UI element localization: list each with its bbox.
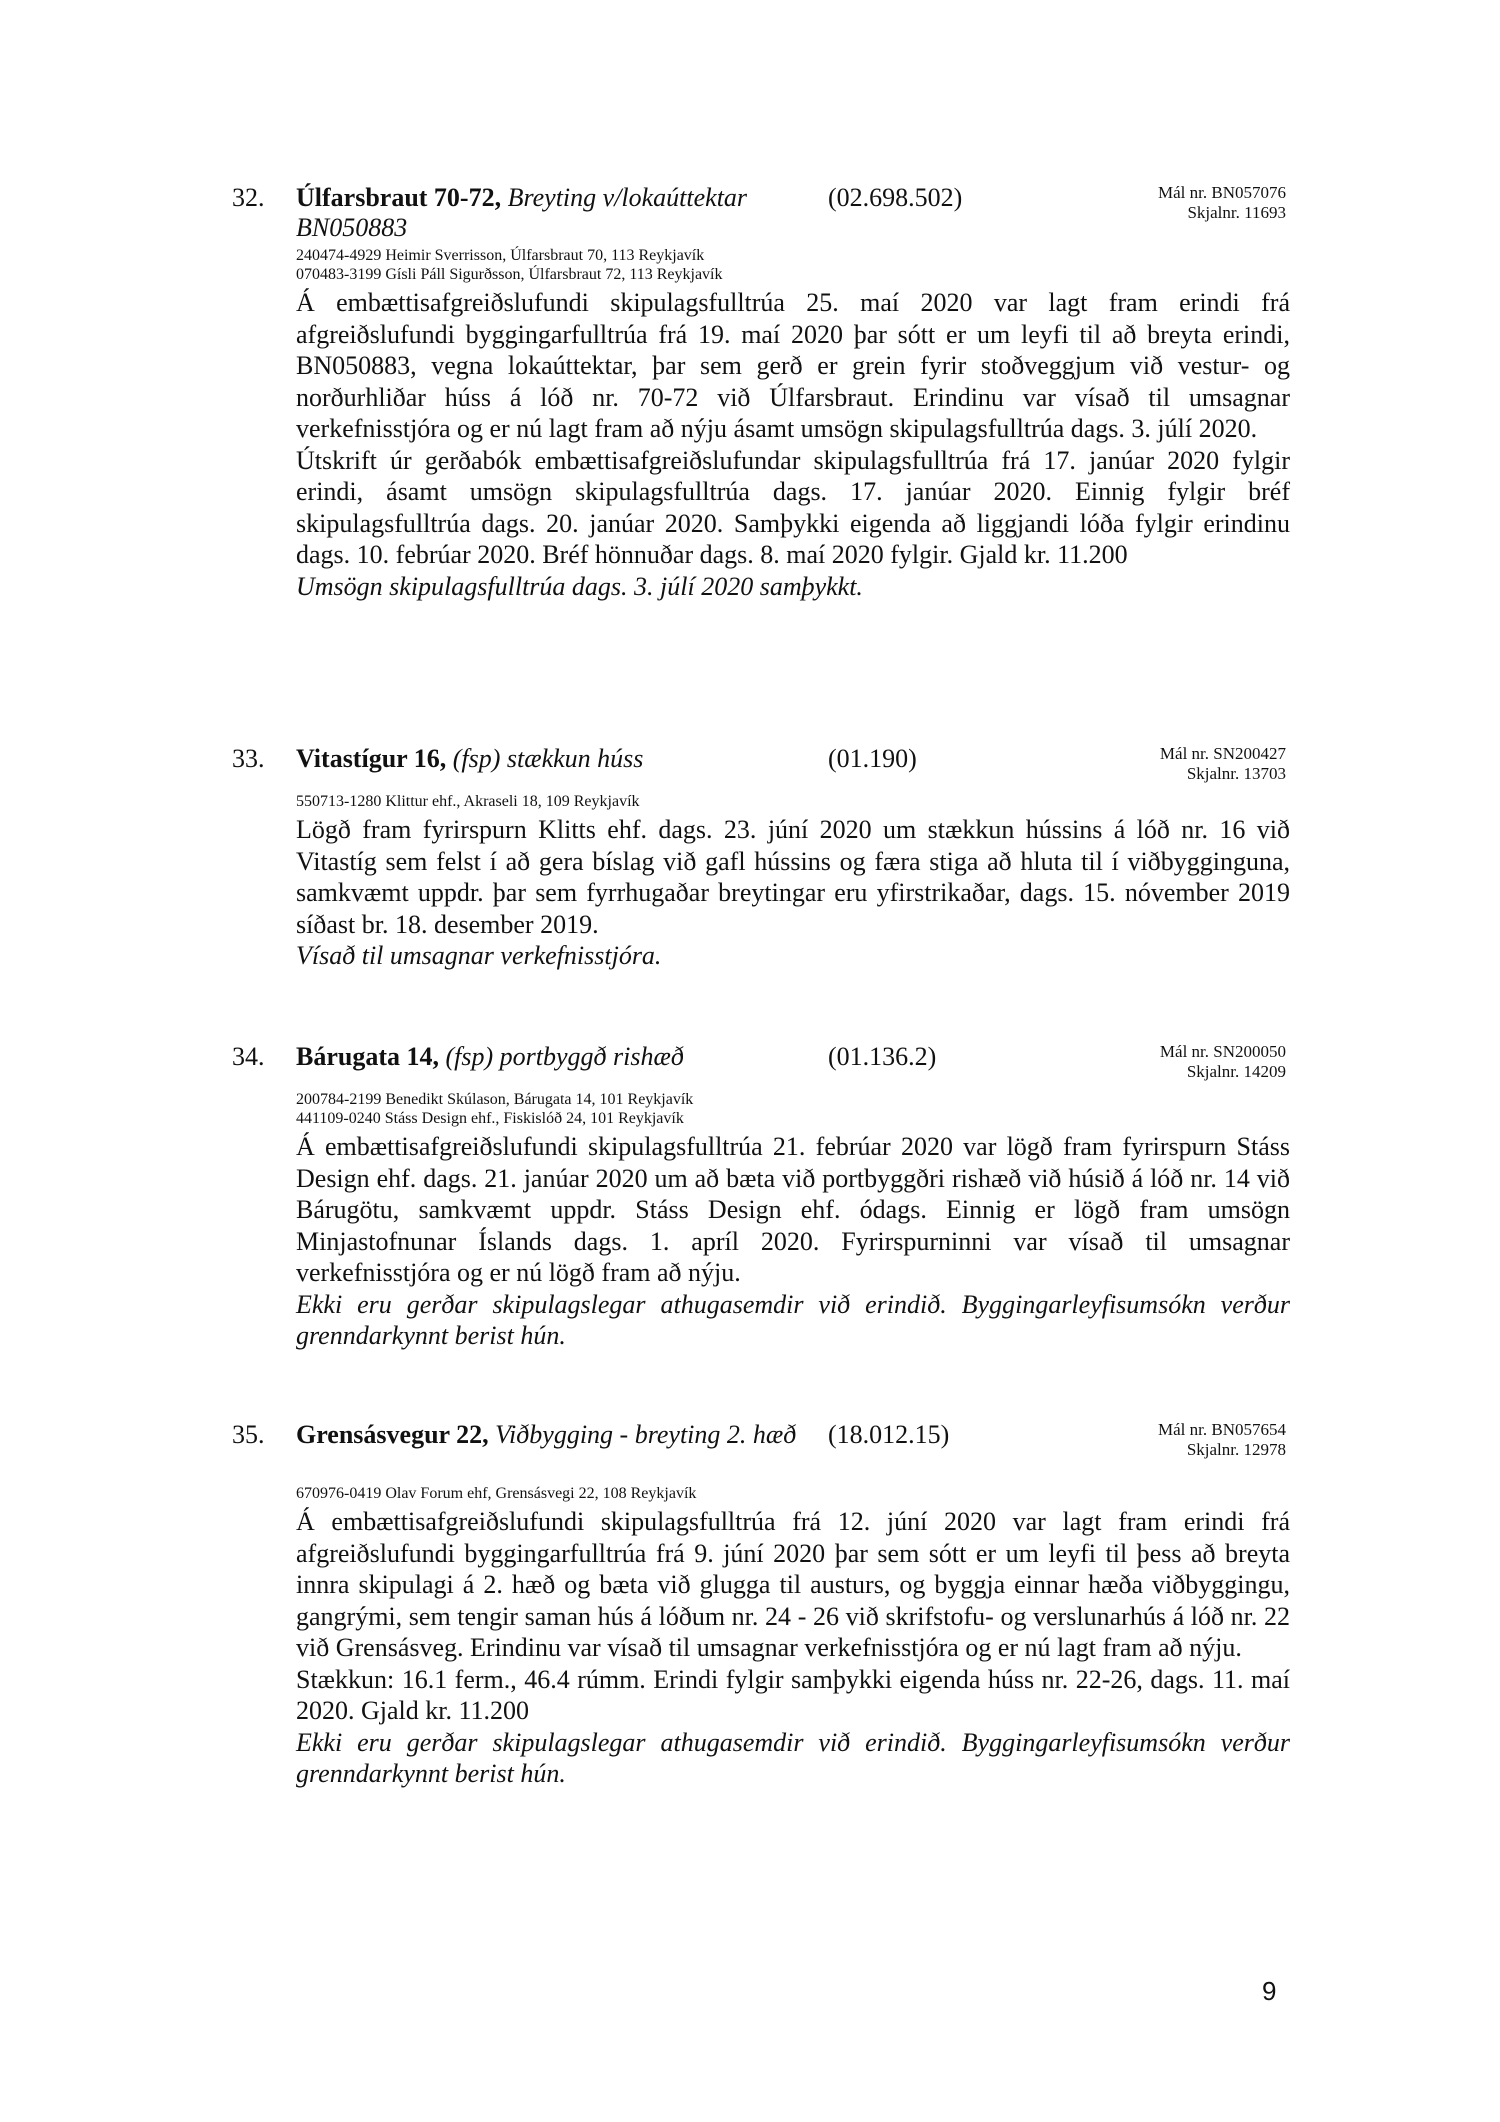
item-number: 32. <box>232 183 265 212</box>
applicant-list <box>296 246 723 284</box>
item-land-code: (01.190) <box>828 744 917 773</box>
item-address: Úlfarsbraut 70-72, <box>296 183 502 212</box>
item-heading <box>296 1420 806 1450</box>
item-heading <box>296 744 806 774</box>
applicant-line: 240474-4929 Heimir Sverrisson, Úlfarsbraut 70, 113 Reykjavík <box>296 247 705 264</box>
item-subject: (fsp) stækkun húss <box>452 744 644 773</box>
item-paragraph: Lögð fram fyrirspurn Klitts ehf. dags. 23. júní 2020 um stækkun hússins á lóð nr. 16 við Vitastíg sem felst í að gera bíslag við gafl hússins og færa stiga að hluta til í viðbygginguna, samkvæmt uppdr. þar sem fyrrhugaðar breytingar eru yfirstrikaðar, dags. 15. nóvember 2019 síðast br. 18. desember 2019. <box>296 815 1290 939</box>
case-reference <box>1158 183 1286 223</box>
item-address: Grensásvegur 22, <box>296 1420 489 1449</box>
case-reference <box>1160 744 1286 784</box>
item-paragraph: Á embættisafgreiðslufundi skipulagsfulltrúa frá 12. júní 2020 var lagt fram erindi frá afgreiðslufundi byggingarfulltrúa frá 9. júní 2020 þar sem sótt er um leyfi til þess að breyta innra skipulagi á 2. hæð og bæta við glugga til austurs, og byggja einnar hæða viðbyggingu, gangrými, sem tengir saman hús á lóðum nr. 24 - 26 við skrifstofu- og verslunarhús á lóð nr. 22 við Grensásveg. Erindinu var vísað til umsagnar verkefnisstjóra og er nú lagt fram að nýju. <box>296 1507 1290 1662</box>
item-paragraph: Stækkun: 16.1 ferm., 46.4 rúmm. Erindi fylgir samþykki eigenda húss nr. 22-26, dags. 11. maí 2020. Gjald kr. 11.200 <box>296 1664 1290 1725</box>
applicant-list <box>296 1090 693 1128</box>
item-address: Vitastígur 16, <box>296 744 447 773</box>
document-number: Skjalnr. 11693 <box>1187 203 1286 222</box>
document-number: Skjalnr. 14209 <box>1186 1062 1286 1081</box>
item-number: 33. <box>232 744 265 773</box>
item-heading <box>296 183 806 243</box>
item-heading <box>296 1042 806 1072</box>
case-number: Mál nr. SN200427 <box>1159 744 1286 763</box>
applicant-line: 670976-0419 Olav Forum ehf, Grensásvegi 22, 108 Reykjavík <box>296 1485 697 1502</box>
item-body <box>296 814 1290 972</box>
case-reference <box>1158 1420 1286 1460</box>
item-conclusion: Ekki eru gerðar skipulagslegar athugasemdir við erindið. Byggingarleyfisumsókn verður grenndarkynnt berist hún. <box>296 1727 1290 1788</box>
applicant-list <box>296 1484 696 1503</box>
item-conclusion: Vísað til umsagnar verkefnisstjóra. <box>296 941 662 970</box>
item-subject: Breyting v/lokaúttektar BN050883 <box>296 183 748 242</box>
applicant-line: 200784-2199 Benedikt Skúlason, Bárugata 14, 101 Reykjavík <box>296 1091 694 1108</box>
item-conclusion: Umsögn skipulagsfulltrúa dags. 3. júlí 2020 samþykkt. <box>296 571 863 601</box>
item-body <box>296 287 1290 602</box>
case-number: Mál nr. BN057076 <box>1158 183 1286 202</box>
applicant-line: 070483-3199 Gísli Páll Sigurðsson, Úlfarsbraut 72, 113 Reykjavík <box>296 266 723 283</box>
item-number: 34. <box>232 1042 265 1071</box>
item-subject: (fsp) portbyggð rishæð <box>445 1042 684 1071</box>
case-number: Mál nr. BN057654 <box>1158 1420 1286 1439</box>
applicant-line: 550713-1280 Klittur ehf., Akraseli 18, 109 Reykjavík <box>296 793 640 810</box>
document-number: Skjalnr. 13703 <box>1186 764 1286 783</box>
document-number: Skjalnr. 12978 <box>1186 1440 1286 1459</box>
item-conclusion: Ekki eru gerðar skipulagslegar athugasemdir við erindið. Byggingarleyfisumsókn verður grenndarkynnt berist hún. <box>296 1289 1290 1350</box>
item-paragraph: Útskrift úr gerðabók embættisafgreiðslufundar skipulagsfulltrúa frá 17. janúar 2020 fylgir erindi, ásamt umsögn skipulagsfulltrúa dags. 17. janúar 2020. Einnig fylgir bréf skipulagsfulltrúa dags. 20. janúar 2020. Samþykki eigenda að liggjandi lóða fylgir erindinu dags. 10. febrúar 2020. Bréf hönnuðar dags. 8. maí 2020 fylgir. Gjald kr. 11.200 <box>296 445 1290 569</box>
item-body <box>296 1131 1290 1352</box>
applicant-list <box>296 792 640 811</box>
item-land-code: (02.698.502) <box>828 183 963 212</box>
item-address: Bárugata 14, <box>296 1042 439 1071</box>
item-paragraph: Á embættisafgreiðslufundi skipulagsfulltrúa 21. febrúar 2020 var lögð fram fyrirspurn Stáss Design ehf. dags. 21. janúar 2020 um að bæta við portbyggðri rishæð við húsið á lóð nr. 14 við Bárugötu, samkvæmt uppdr. Stáss Design ehf. ódags. Einnig er lögð fram umsögn Minjastofnunar Íslands dags. 1. apríl 2020. Fyrirspurninni var vísað til umsagnar verkefnisstjóra og er nú lögð fram að nýju. <box>296 1132 1290 1287</box>
item-land-code: (01.136.2) <box>828 1042 937 1071</box>
case-reference <box>1160 1042 1286 1082</box>
item-paragraph: Á embættisafgreiðslufundi skipulagsfulltrúa 25. maí 2020 var lagt fram erindi frá afgreiðslufundi byggingarfulltrúa frá 19. maí 2020 þar sótt er um leyfi til að breyta erindi, BN050883, vegna lokaúttektar, þar sem gerð er grein fyrir stoðveggjum við vestur- og norðurhliðar húss á lóð nr. 70-72 við Úlfarsbraut. Erindinu var vísað til umsagnar verkefnisstjóra og er nú lagt fram að nýju ásamt umsögn skipulagsfulltrúa dags. 3. júlí 2020. <box>296 288 1290 443</box>
item-number: 35. <box>232 1420 265 1449</box>
page-number: 9 <box>1262 1976 1277 2006</box>
item-body <box>296 1506 1290 1790</box>
item-subject: Viðbygging - breyting 2. hæð <box>495 1420 797 1449</box>
applicant-line: 441109-0240 Stáss Design ehf., Fiskislóð 24, 101 Reykjavík <box>296 1110 684 1127</box>
case-number: Mál nr. SN200050 <box>1159 1042 1286 1061</box>
item-land-code: (18.012.15) <box>828 1420 950 1449</box>
